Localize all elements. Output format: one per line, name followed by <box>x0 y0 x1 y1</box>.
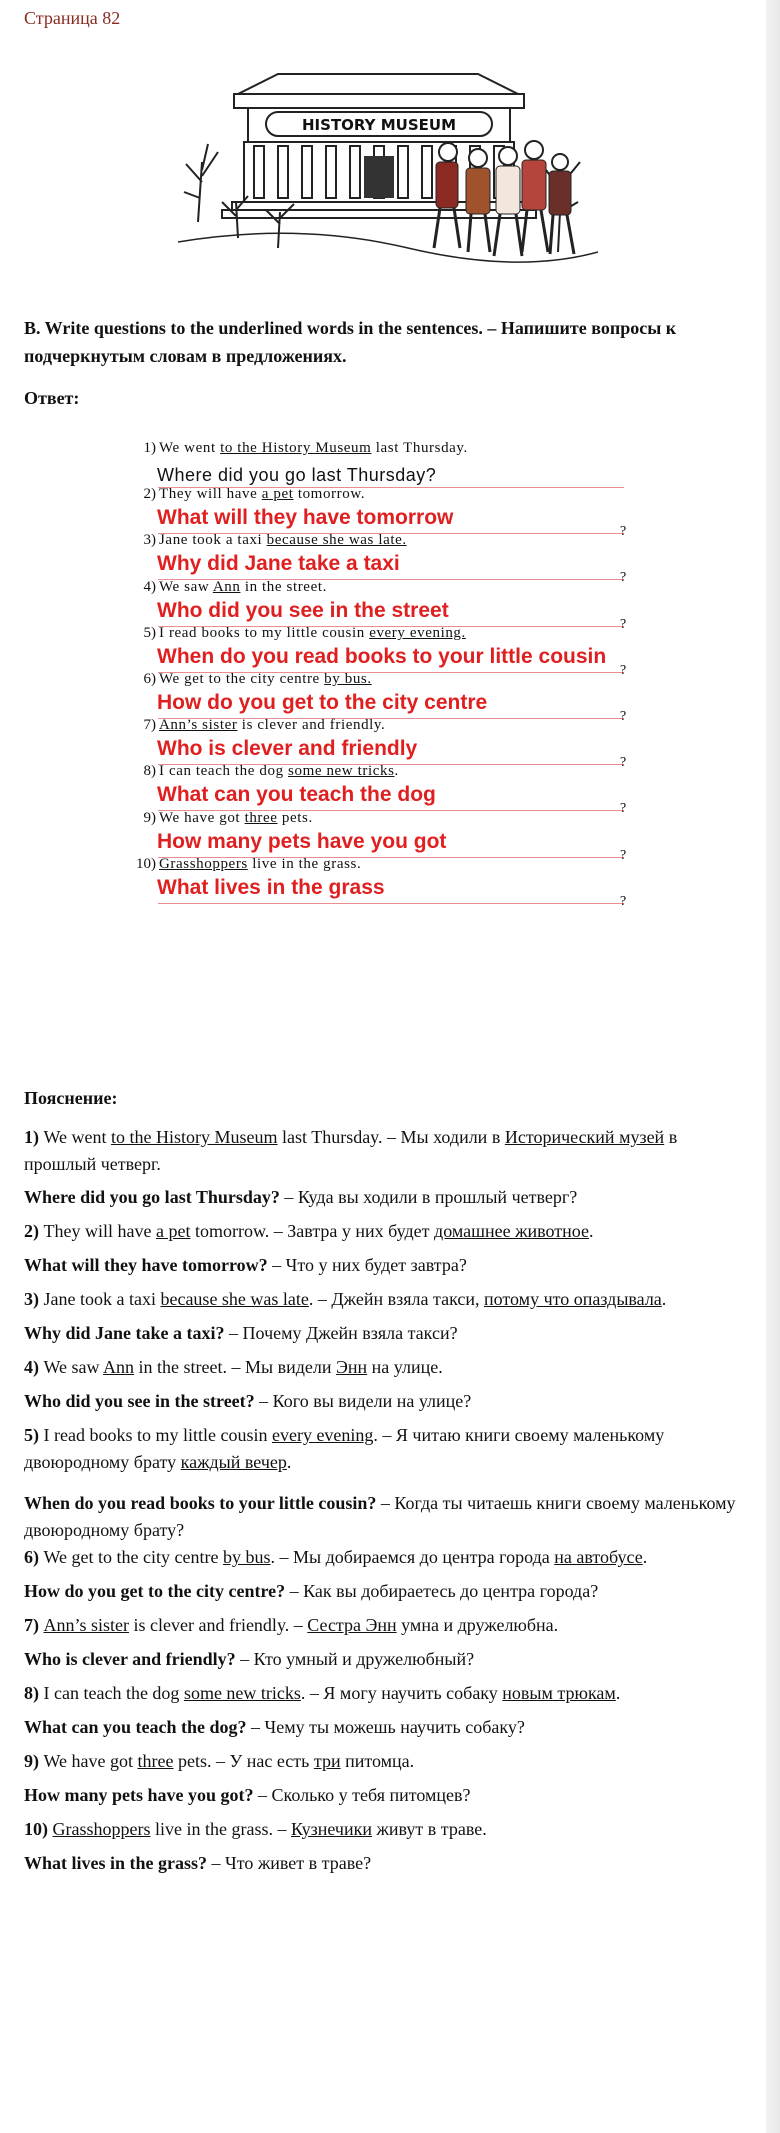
history-museum-illustration <box>178 52 598 298</box>
underlined-text: to the History Museum <box>111 1127 278 1147</box>
sentence-text: live in the grass. <box>247 855 362 872</box>
item-number: 3) <box>143 532 156 549</box>
text-segment: – Сколько у тебя питомцев? <box>253 1785 471 1805</box>
worksheet-item <box>130 856 650 916</box>
item-answer: Why did Jane take a taxi <box>157 552 400 576</box>
text-segment: live in the grass. – <box>150 1819 291 1839</box>
explanation-question <box>24 1646 740 1673</box>
item-sentence <box>159 532 407 549</box>
item-number: 2) <box>143 486 156 503</box>
text-segment: We went <box>43 1127 112 1147</box>
text-segment: . <box>286 1452 292 1472</box>
text-segment: – Когда ты читаешь книги своему маленькому двоюродному брату? <box>24 1493 736 1540</box>
underlined-text: три <box>313 1751 341 1771</box>
explanation-number: 9) <box>24 1751 44 1771</box>
sentence-text: Jane took a taxi <box>159 532 267 549</box>
text-segment: – Кого вы видели на улице? <box>254 1391 472 1411</box>
sentence-text: last Thursday. <box>371 440 468 456</box>
explanation-heading: Пояснение: <box>24 1088 118 1108</box>
item-sentence <box>159 486 365 503</box>
underlined-text: домашнее животное <box>434 1221 589 1241</box>
item-sentence <box>159 856 361 873</box>
explanation-sentence <box>24 1816 740 1843</box>
text-segment: I read books to my little cousin <box>43 1425 272 1445</box>
sentence-text: . <box>394 763 399 780</box>
underlined-words: a pet <box>261 486 294 503</box>
text-segment: We saw <box>43 1357 104 1377</box>
sentence-text: I read books to my little cousin <box>159 624 370 641</box>
text-segment: in the street. – Мы видели <box>134 1357 337 1377</box>
underlined-text: Исторический музей <box>504 1127 665 1147</box>
question-mark: ? <box>620 616 627 632</box>
underlined-words: by bus. <box>324 671 372 687</box>
underlined-text: Сестра Энн <box>307 1615 397 1635</box>
text-segment: is clever and friendly. – <box>129 1615 308 1635</box>
sentence-text: We went <box>159 440 221 456</box>
sentence-text: tomorrow. <box>293 486 366 503</box>
item-number: 1) <box>143 440 156 456</box>
underlined-words: because she was late. <box>266 532 407 549</box>
explanation-sentence <box>24 1286 740 1313</box>
item-answer: Who did you see in the street <box>157 598 449 622</box>
explanation-number: 7) <box>24 1615 44 1635</box>
item-number: 4) <box>143 578 156 595</box>
underlined-text: three <box>137 1751 174 1771</box>
question-mark: ? <box>620 524 627 540</box>
text-segment: last Thursday. – Мы ходили в <box>277 1127 505 1147</box>
explanation-question <box>24 1782 740 1809</box>
explanation-number: 10) <box>24 1819 53 1839</box>
item-number: 5) <box>143 624 156 641</box>
underlined-text: Ann’s sister <box>43 1615 129 1635</box>
text-segment: . <box>661 1289 667 1309</box>
explanation-question <box>24 1490 740 1544</box>
explanation-sentence <box>24 1218 740 1245</box>
text-segment: They will have <box>43 1221 156 1241</box>
question-mark: ? <box>620 801 627 817</box>
text-segment: – Куда вы ходили в прошлый четверг? <box>279 1187 578 1207</box>
sentence-text: is clever and friendly. <box>237 717 386 734</box>
explanation-sentence <box>24 1354 740 1381</box>
text-segment: . <box>615 1683 621 1703</box>
explanation-sentence <box>24 1748 740 1775</box>
underlined-text: Grasshoppers <box>52 1819 151 1839</box>
text-segment: – Что живет в траве? <box>207 1853 372 1873</box>
text-segment: tomorrow. – Завтра у них будет <box>190 1221 435 1241</box>
text-segment: – Что у них будет завтра? <box>267 1255 467 1275</box>
sentence-text: We get to the city centre <box>159 671 325 687</box>
text-segment: – Почему Джейн взяла такси? <box>224 1323 458 1343</box>
explanation-question <box>24 1714 740 1741</box>
explanation-sentence <box>24 1612 740 1639</box>
underlined-words: every evening. <box>369 624 466 641</box>
explanation-number: 6) <box>24 1547 44 1567</box>
question-text: Why did Jane take a taxi? <box>24 1323 225 1343</box>
underlined-words: to the History Museum <box>220 440 372 456</box>
underlined-text: Кузнечики <box>290 1819 372 1839</box>
text-segment: . – Я могу научить собаку <box>300 1683 503 1703</box>
underlined-words: three <box>244 809 278 826</box>
explanation-question <box>24 1184 740 1211</box>
item-sentence <box>159 440 468 457</box>
underlined-text: a pet <box>155 1221 191 1241</box>
item-number: 6) <box>143 671 156 687</box>
question-mark: ? <box>620 662 627 678</box>
text-segment: умна и дружелюбна. <box>396 1615 559 1635</box>
sentence-text: pets. <box>277 809 313 826</box>
explanation-question <box>24 1388 740 1415</box>
text-segment: . <box>589 1221 594 1241</box>
explanation-question <box>24 1850 740 1877</box>
underlined-text: because she was late <box>160 1289 309 1309</box>
question-mark: ? <box>620 755 627 771</box>
item-sentence <box>159 810 313 827</box>
text-segment: . <box>642 1547 648 1567</box>
text-segment: в прошлый четверг. <box>24 1127 678 1174</box>
text-segment: – Кто умный и дружелюбный? <box>235 1649 475 1669</box>
underlined-words: Ann <box>212 578 241 595</box>
sentence-text: They will have <box>159 486 262 503</box>
sentence-text: I can teach the dog <box>159 763 289 780</box>
explanation-question <box>24 1320 740 1347</box>
task-instruction: B. Write questions to the underlined words in the sentences. – Напишите вопросы к подчеркнутым словам в предложениях. <box>24 318 677 366</box>
question-text: Where did you go last Thursday? <box>24 1187 280 1207</box>
explanation-number: 8) <box>24 1683 44 1703</box>
text-segment: We have got <box>43 1751 138 1771</box>
item-answer: Who is clever and friendly <box>157 737 418 761</box>
question-text: How do you get to the city centre? <box>24 1581 286 1601</box>
explanation-number: 3) <box>24 1289 44 1309</box>
item-sentence <box>159 579 327 596</box>
item-sentence <box>159 671 372 688</box>
explanation-number: 1) <box>24 1127 44 1147</box>
underlined-words: Grasshoppers <box>159 855 248 872</box>
item-answer: When do you read books to your little cousin <box>157 644 607 668</box>
question-text: What can you teach the dog? <box>24 1717 247 1737</box>
underlined-text: на автобусе <box>554 1547 643 1567</box>
underlined-text: Энн <box>336 1357 368 1377</box>
item-sentence <box>159 625 466 642</box>
question-text: What will they have tomorrow? <box>24 1255 268 1275</box>
text-segment: I can teach the dog <box>43 1683 184 1703</box>
item-sentence <box>159 717 385 734</box>
question-mark: ? <box>620 709 627 724</box>
underlined-words: Ann’s sister <box>159 717 238 734</box>
sentence-text: We have got <box>159 809 245 826</box>
underlined-text: потому что опаздывала <box>484 1289 662 1309</box>
sentence-text: in the street. <box>240 578 327 595</box>
explanation-sentence <box>24 1544 740 1571</box>
explanation-sentence <box>24 1680 740 1707</box>
item-answer: What will they have tomorrow <box>157 506 454 530</box>
text-segment: питомца. <box>340 1751 415 1771</box>
underlined-text: новым трюкам <box>502 1683 616 1703</box>
item-number: 10) <box>136 855 156 872</box>
answer-worksheet <box>130 440 650 1060</box>
text-segment: pets. – У нас есть <box>173 1751 314 1771</box>
underlined-text: Ann <box>103 1357 135 1377</box>
sentence-text: We saw <box>159 578 213 595</box>
item-number: 8) <box>143 763 156 780</box>
page-number: Страница 82 <box>24 8 121 28</box>
text-segment: на улице. <box>367 1357 443 1377</box>
text-segment: We get to the city centre <box>43 1547 223 1567</box>
question-text: When do you read books to your little cousin? <box>24 1493 377 1513</box>
text-segment: – Чему ты можешь научить собаку? <box>246 1717 525 1737</box>
answer-line <box>158 903 624 904</box>
item-number: 9) <box>143 809 156 826</box>
underlined-text: some new tricks <box>183 1683 301 1703</box>
explanation-question <box>24 1252 740 1279</box>
underlined-text: by bus <box>222 1547 271 1567</box>
explanation-sentence <box>24 1422 740 1476</box>
question-text: Who is clever and friendly? <box>24 1649 236 1669</box>
text-segment: живут в траве. <box>371 1819 487 1839</box>
text-segment: – Как вы добираетесь до центра города? <box>285 1581 599 1601</box>
explanation-sentence <box>24 1124 740 1178</box>
question-mark: ? <box>620 893 627 909</box>
explanation-question <box>24 1578 740 1605</box>
answer-label: Ответ: <box>24 388 80 408</box>
item-number: 7) <box>143 717 156 734</box>
museum-sign: HISTORY MUSEUM <box>302 116 456 134</box>
underlined-words: some new tricks <box>288 763 395 780</box>
page-right-edge <box>766 0 780 2133</box>
explanation-number: 4) <box>24 1357 44 1377</box>
underlined-text: каждый вечер <box>180 1452 287 1472</box>
explanation-number: 2) <box>24 1221 44 1241</box>
item-answer: How do you get to the city centre <box>157 691 488 714</box>
text-segment: . – Джейн взяла такси, <box>308 1289 484 1309</box>
item-answer: How many pets have you got <box>157 829 447 853</box>
item-answer: Where did you go last Thursday? <box>157 465 437 485</box>
question-text: How many pets have you got? <box>24 1785 254 1805</box>
question-text: Who did you see in the street? <box>24 1391 255 1411</box>
text-segment: . – Мы добираемся до центра города <box>270 1547 555 1567</box>
text-segment: . – Я читаю книги своему маленькому двоюродному брату <box>24 1425 665 1472</box>
item-answer: What lives in the grass <box>157 875 385 899</box>
question-mark: ? <box>620 847 627 863</box>
item-sentence <box>159 763 399 780</box>
text-segment: Jane took a taxi <box>43 1289 161 1309</box>
explanation-number: 5) <box>24 1425 44 1445</box>
question-text: What lives in the grass? <box>24 1853 208 1873</box>
underlined-text: every evening <box>271 1425 374 1445</box>
item-answer: What can you teach the dog <box>157 783 436 807</box>
question-mark: ? <box>620 570 627 586</box>
